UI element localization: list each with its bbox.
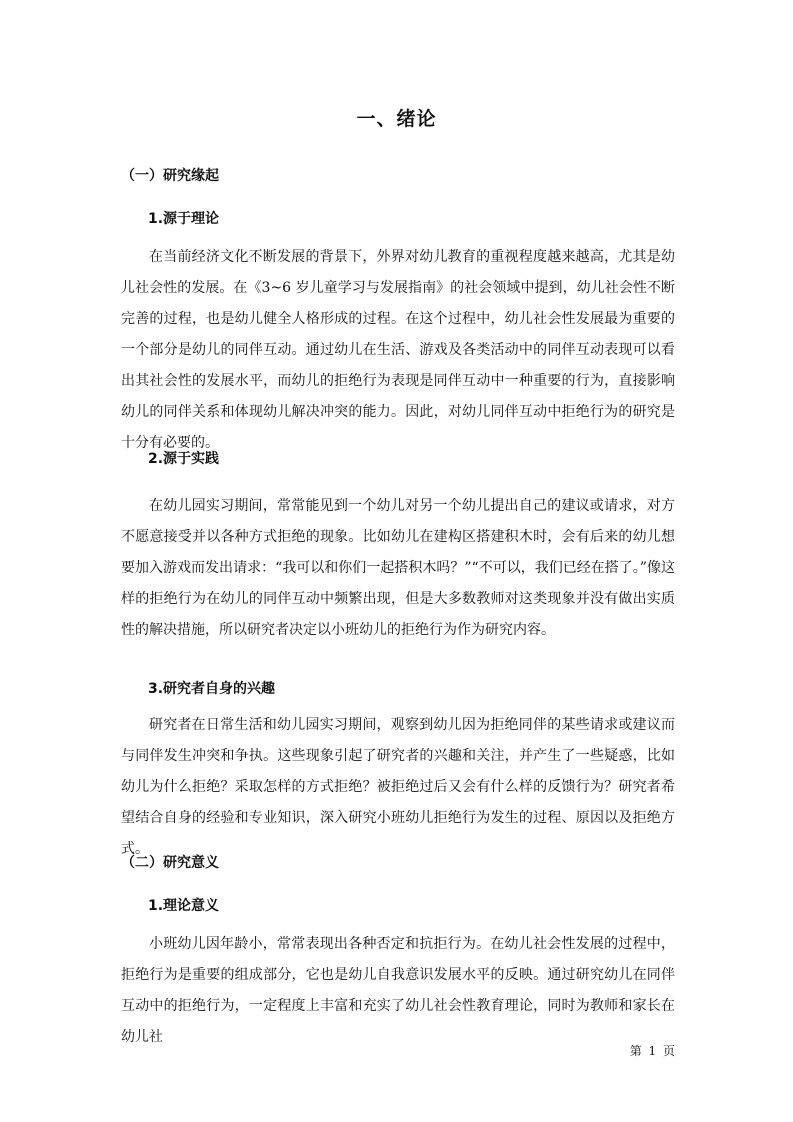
subsection-heading-theoretical-significance: 1.理论意义 [148,898,220,914]
page-number: 第 1 页 [629,1044,675,1058]
section-heading-research-origin: （一）研究缘起 [121,168,219,184]
subsection-heading-theory: 1.源于理论 [148,211,220,227]
paragraph-practice: 在幼儿园实习期间，常常能见到一个幼儿对另一个幼儿提出自己的建议或请求，对方不愿意接受并以各种方式拒绝的现象。比如幼儿在建构区搭建积木时，会有后来的幼儿想要加入游戏而发出请求：“我可以和你们一起搭积木吗？”“不可以，我们已经在搭了。”像这样的拒绝行为在幼儿的同伴互动中频繁出现，但是大多数教师对这类现象并没有做出实质性的解决措施，所以研究者决定以小班幼儿的拒绝行为作为研究内容。 [121,498,675,638]
paragraph-theory: 在当前经济文化不断发展的背景下，外界对幼儿教育的重视程度越来越高，尤其是幼儿社会性的发展。在《3~6 岁儿童学习与发展指南》的社会领域中提到，幼儿社会性不断完善的过程，也是幼儿健全人格形成的过程。在这个过程中，幼儿社会性发展最为重要的一个部分是幼儿的同伴互动。通过幼儿在生活、游戏及各类活动中的同伴互动表现可以看出其社会性的发展水平，而幼儿的拒绝行为表现是同伴互动中一种重要的行为，直接影响幼儿的同伴关系和体现幼儿解决冲突的能力。因此，对幼儿同伴互动中拒绝行为的研究是十分有必要的。 [121,249,675,451]
paragraph-theoretical-significance: 小班幼儿因年龄小，常常表现出各种否定和抗拒行为。在幼儿社会性发展的过程中，拒绝行为是重要的组成部分，它也是幼儿自我意识发展水平的反映。通过研究幼儿在同伴互动中的拒绝行为，一定程度上丰富和充实了幼儿社会性教育理论，同时为教师和家长在幼儿社 [121,936,675,1045]
page-title: 一、绪论 [356,108,437,130]
section-heading-research-significance: （二）研究意义 [121,855,219,871]
paragraph-interest: 研究者在日常生活和幼儿园实习期间，观察到幼儿因为拒绝同伴的某些请求或建议而与同伴发生冲突和争执。这些现象引起了研究者的兴趣和关注，并产生了一些疑惑，比如幼儿为什么拒绝？采取怎样的方式拒绝？被拒绝过后又会有什么样的反馈行为？研究者希望结合自身的经验和专业知识，深入研究小班幼儿拒绝行为发生的过程、原因以及拒绝方式。 [121,717,675,857]
subsection-heading-interest: 3.研究者自身的兴趣 [148,681,276,697]
subsection-heading-practice: 2.源于实践 [148,451,220,467]
